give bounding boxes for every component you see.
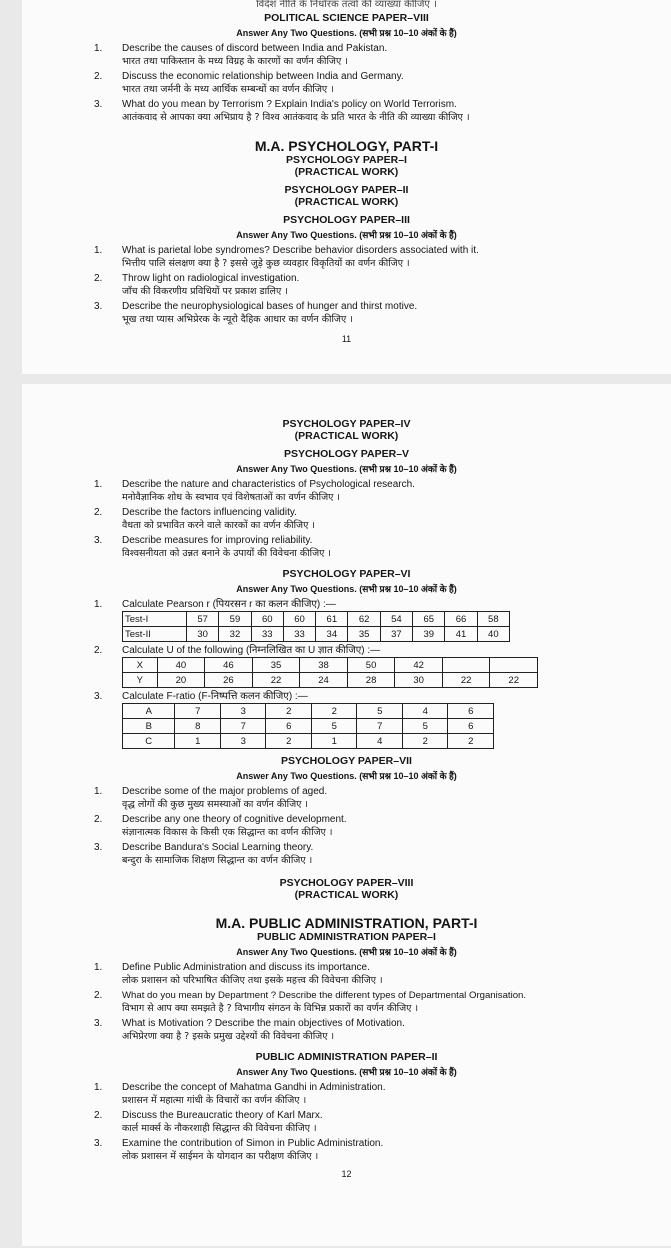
table-cell: 41 <box>445 627 477 642</box>
question-item <box>22 598 671 611</box>
instruction-text: Answer Any Two Questions. (सभी प्रश्न 10–10 अंकों के हैं) <box>236 464 457 474</box>
table-cell: 57 <box>187 612 219 627</box>
table-row <box>123 658 538 673</box>
table-cell: 1 <box>311 734 357 749</box>
question-item <box>22 690 671 703</box>
question-english: Throw light on radiological investigation. <box>122 273 300 284</box>
table-cell: 22 <box>442 673 490 688</box>
question-hindi: भित्तीय पालि संलक्षण क्या है ? इससे जुड़े कुछ व्यवहार विकृतियों का वर्णन कीजिए । <box>122 258 410 269</box>
table-cell: 20 <box>157 673 205 688</box>
question-number: 2. <box>94 814 103 825</box>
question-number: 2. <box>94 1110 103 1121</box>
table-cell: 28 <box>347 673 395 688</box>
question-english: Describe the concept of Mahatma Gandhi in Administration. <box>122 1082 386 1093</box>
question-hindi: विश्वसनीयता को उन्नत बनाने के उपायों की विवेचना कीजिए । <box>122 548 331 559</box>
table-cell: 4 <box>402 704 448 719</box>
question-hindi: मनोवैज्ञानिक शोध के स्वभाव एवं विशेषताओं का वर्णन कीजिए । <box>122 492 341 503</box>
section-heading: POLITICAL SCIENCE PAPER–VIII <box>264 12 429 24</box>
question-item <box>22 785 671 811</box>
row-label: C <box>123 734 175 749</box>
question-hindi: वृद्ध लोगों की कुछ मुख्य समस्याओं का वर्णन कीजिए । <box>122 799 308 810</box>
question-english: Calculate U of the following (निम्नलिखित का U ज्ञात कीजिए) :— <box>122 645 381 656</box>
question-list <box>22 42 671 124</box>
question-item <box>22 478 671 504</box>
question-hindi: लोक प्रशासन में साईमन के योगदान का परीक्षण कीजिए । <box>122 1151 319 1162</box>
table-cell: 1 <box>175 734 221 749</box>
paper-heading: PSYCHOLOGY PAPER–V <box>283 448 410 460</box>
table-cell: 22 <box>490 673 538 688</box>
table-cell: 3 <box>220 734 266 749</box>
table-row <box>123 734 494 749</box>
instruction-text: Answer Any Two Questions. (सभी प्रश्न 10–10 अंकों के हैं) <box>236 584 457 594</box>
table-cell: 2 <box>311 704 357 719</box>
question-number: 3. <box>94 535 103 546</box>
question-item <box>22 70 671 96</box>
table-cell: 2 <box>448 734 494 749</box>
question-number: 1. <box>94 479 103 490</box>
question-number: 2. <box>94 71 103 82</box>
paper-heading: PSYCHOLOGY PAPER–II <box>284 184 409 196</box>
question-english: Discuss the Bureaucratic theory of Karl Marx. <box>122 1110 323 1121</box>
question-number: 1. <box>94 1082 103 1093</box>
question-item <box>22 1109 671 1135</box>
table-cell: 62 <box>348 612 380 627</box>
question-hindi: भारत तथा जर्मनी के मध्य आर्थिक सम्बन्धों का वर्णन कीजिए । <box>122 84 334 95</box>
part-title: M.A. PSYCHOLOGY, PART-I <box>254 138 439 154</box>
part-title: M.A. PUBLIC ADMINISTRATION, PART-I <box>215 915 478 931</box>
question-english: Describe the nature and characteristics of Psychological research. <box>122 479 415 490</box>
document-page-11 <box>22 0 671 374</box>
table-cell: 40 <box>157 658 205 673</box>
row-label: A <box>123 704 175 719</box>
paper-subheading: (PRACTICAL WORK) <box>294 430 399 442</box>
question-list <box>22 961 671 1043</box>
table-cell: 46 <box>205 658 253 673</box>
paper-heading: PSYCHOLOGY PAPER–IV <box>282 418 411 430</box>
table-cell: 22 <box>252 673 300 688</box>
question-number: 1. <box>94 599 103 610</box>
table-cell <box>490 658 538 673</box>
question-hindi: वैधता को प्रभावित करने वाले कारकों का वर्णन कीजिए । <box>122 520 315 531</box>
question-english: What do you mean by Department ? Describe the different types of Departmental Organisation. <box>122 990 527 1001</box>
cut-off-text-line: विदेश नीति के निर्धारक तत्वों की व्याख्या कीजिए । <box>256 0 437 10</box>
instruction-text: Answer Any Two Questions. (सभी प्रश्न 10–10 अंकों के हैं) <box>236 947 457 957</box>
paper-heading: PSYCHOLOGY PAPER–VII <box>281 755 412 767</box>
f-ratio-data-table <box>122 703 494 749</box>
table-cell: 37 <box>380 627 412 642</box>
question-english: Describe the causes of discord between India and Pakistan. <box>122 43 388 54</box>
table-cell: 32 <box>219 627 251 642</box>
table-cell: 6 <box>448 704 494 719</box>
question-number: 1. <box>94 786 103 797</box>
table-cell: 42 <box>395 658 443 673</box>
question-number: 1. <box>94 43 103 54</box>
instruction-text: Answer Any Two Questions. (सभी प्रश्न 10–10 अंकों के हैं) <box>236 1067 457 1077</box>
table-cell: 5 <box>357 704 403 719</box>
table-cell <box>442 658 490 673</box>
table-cell: 60 <box>283 612 315 627</box>
table-cell: 35 <box>252 658 300 673</box>
row-label: Test-I <box>123 612 187 627</box>
question-number: 3. <box>94 691 103 702</box>
paper-subheading: (PRACTICAL WORK) <box>294 166 399 178</box>
question-english: Describe Bandura's Social Learning theory. <box>122 842 314 853</box>
question-item <box>22 244 671 270</box>
question-english: Calculate F-ratio (F-निष्पत्ति कलन कीजिए) :— <box>122 691 308 702</box>
paper-heading: PUBLIC ADMINISTRATION PAPER–I <box>257 931 436 943</box>
question-item <box>22 841 671 867</box>
pearson-data-table <box>122 611 510 642</box>
paper-subheading: (PRACTICAL WORK) <box>294 889 399 901</box>
question-item <box>22 1017 671 1043</box>
paper-heading: PSYCHOLOGY PAPER–III <box>283 214 410 226</box>
table-cell: 3 <box>220 704 266 719</box>
table-cell: 7 <box>175 704 221 719</box>
table-cell: 30 <box>187 627 219 642</box>
table-cell: 24 <box>300 673 348 688</box>
question-hindi: भूख तथा प्यास अभिप्रेरक के न्यूरो दैहिक आधार का वर्णन कीजिए । <box>122 314 353 325</box>
question-english: Describe measures for improving reliability. <box>122 535 313 546</box>
table-cell: 54 <box>380 612 412 627</box>
row-label: Test-II <box>123 627 187 642</box>
table-cell: 26 <box>205 673 253 688</box>
question-item <box>22 506 671 532</box>
table-row <box>123 612 510 627</box>
question-number: 3. <box>94 301 103 312</box>
question-english: Define Public Administration and discuss its importance. <box>122 962 370 973</box>
question-english: What do you mean by Terrorism ? Explain India's policy on World Terrorism. <box>122 99 457 110</box>
paper-heading: PSYCHOLOGY PAPER–VIII <box>279 877 414 889</box>
question-item <box>22 534 671 560</box>
question-item <box>22 644 671 657</box>
question-number: 2. <box>94 645 103 656</box>
question-number: 3. <box>94 1138 103 1149</box>
question-item <box>22 300 671 326</box>
table-cell: 65 <box>413 612 445 627</box>
question-number: 2. <box>94 507 103 518</box>
question-english: Examine the contribution of Simon in Public Administration. <box>122 1138 384 1149</box>
table-cell: 34 <box>316 627 348 642</box>
instruction-text: Answer Any Two Questions. (सभी प्रश्न 10–10 अंकों के हैं) <box>236 230 457 240</box>
table-cell: 60 <box>251 612 283 627</box>
question-list <box>22 785 671 867</box>
table-cell: 6 <box>448 719 494 734</box>
paper-heading: PUBLIC ADMINISTRATION PAPER–II <box>255 1051 438 1063</box>
table-row <box>123 673 538 688</box>
document-page-12 <box>22 384 671 1246</box>
table-cell: 5 <box>402 719 448 734</box>
question-english: Calculate Pearson r (पियरसन r का कलन कीजिए) :— <box>122 599 336 610</box>
table-cell: 61 <box>316 612 348 627</box>
question-number: 1. <box>94 962 103 973</box>
table-cell: 5 <box>311 719 357 734</box>
question-hindi: बन्दुरा के सामाजिक शिक्षण सिद्धान्त का वर्णन कीजिए । <box>122 855 313 866</box>
paper-subheading: (PRACTICAL WORK) <box>294 196 399 208</box>
question-item <box>22 989 671 1015</box>
table-row <box>123 719 494 734</box>
row-label: B <box>123 719 175 734</box>
table-cell: 39 <box>413 627 445 642</box>
question-item <box>22 813 671 839</box>
question-english: Describe some of the major problems of aged. <box>122 786 328 797</box>
table-cell: 50 <box>347 658 395 673</box>
question-hindi: विभाग से आप क्या समझते है ? विभागीय संगठन के विभिन्न प्रकारों का वर्णन कीजिए । <box>122 1003 419 1014</box>
question-hindi: प्रशासन में महात्मा गांधी के विचारों का वर्णन कीजिए । <box>122 1095 307 1106</box>
question-english: Discuss the economic relationship between India and Germany. <box>122 71 404 82</box>
question-english: Describe the factors influencing validity. <box>122 507 297 518</box>
table-cell: 30 <box>395 673 443 688</box>
instruction-text: Answer Any Two Questions. (सभी प्रश्न 10–10 अंकों के हैं) <box>236 771 457 781</box>
question-english: What is Motivation ? Describe the main objectives of Motivation. <box>122 1018 405 1029</box>
table-cell: 59 <box>219 612 251 627</box>
page-number: 11 <box>341 334 352 344</box>
row-label: X <box>123 658 158 673</box>
question-list <box>22 244 671 326</box>
question-hindi: जाँच की विकरणीय प्रविधियों पर प्रकाश डालिए । <box>122 286 288 297</box>
question-number: 2. <box>94 273 103 284</box>
table-cell: 38 <box>300 658 348 673</box>
table-row <box>123 704 494 719</box>
question-hindi: अभिप्रेरणा क्या है ? इसके प्रमुख उद्देश्यों की विवेचना कीजिए । <box>122 1031 335 1042</box>
table-cell: 66 <box>445 612 477 627</box>
table-cell: 4 <box>357 734 403 749</box>
question-english: Describe any one theory of cognitive development. <box>122 814 347 825</box>
question-hindi: लोक प्रशासन को परिभाषित कीजिए तथा इसके महत्त्व की विवेचना कीजिए । <box>122 975 383 986</box>
table-cell: 58 <box>477 612 509 627</box>
question-list <box>22 478 671 560</box>
question-item <box>22 1137 671 1163</box>
question-english: Describe the neurophysiological bases of hunger and thirst motive. <box>122 301 418 312</box>
question-item <box>22 272 671 298</box>
table-cell: 33 <box>283 627 315 642</box>
table-cell: 35 <box>348 627 380 642</box>
u-test-data-table <box>122 657 538 688</box>
paper-heading: PSYCHOLOGY PAPER–VI <box>282 568 411 580</box>
question-number: 3. <box>94 1018 103 1029</box>
table-cell: 8 <box>175 719 221 734</box>
instruction-text: Answer Any Two Questions. (सभी प्रश्न 10–10 अंकों के हैं) <box>236 28 457 38</box>
question-item <box>22 1081 671 1107</box>
question-item <box>22 961 671 987</box>
table-cell: 7 <box>220 719 266 734</box>
table-row <box>123 627 510 642</box>
question-number: 3. <box>94 842 103 853</box>
paper-heading: PSYCHOLOGY PAPER–I <box>286 154 407 166</box>
question-hindi: आतंकवाद से आपका क्या अभिप्राय है ? विश्व आतंकवाद के प्रति भारत के नीति की व्याख्या कीजिए । <box>122 112 470 123</box>
row-label: Y <box>123 673 158 688</box>
question-number: 1. <box>94 245 103 256</box>
page-number: 12 <box>341 1169 352 1179</box>
question-number: 2. <box>94 990 103 1001</box>
table-cell: 6 <box>266 719 312 734</box>
question-item <box>22 42 671 68</box>
question-number: 3. <box>94 99 103 110</box>
table-cell: 2 <box>266 734 312 749</box>
table-cell: 33 <box>251 627 283 642</box>
question-list <box>22 1081 671 1163</box>
question-item <box>22 98 671 124</box>
table-cell: 7 <box>357 719 403 734</box>
table-cell: 40 <box>477 627 509 642</box>
question-hindi: भारत तथा पाकिस्तान के मध्य विग्रह के कारणों का वर्णन कीजिए । <box>122 56 348 67</box>
question-english: What is parietal lobe syndromes? Describe behavior disorders associated with it. <box>122 245 479 256</box>
question-hindi: संज्ञानात्मक विकास के किसी एक सिद्धान्त का वर्णन कीजिए । <box>122 827 333 838</box>
table-cell: 2 <box>402 734 448 749</box>
table-cell: 2 <box>266 704 312 719</box>
question-hindi: कार्ल मार्क्स के नौकरशाही सिद्धान्त की विवेचना कीजिए । <box>122 1123 317 1134</box>
